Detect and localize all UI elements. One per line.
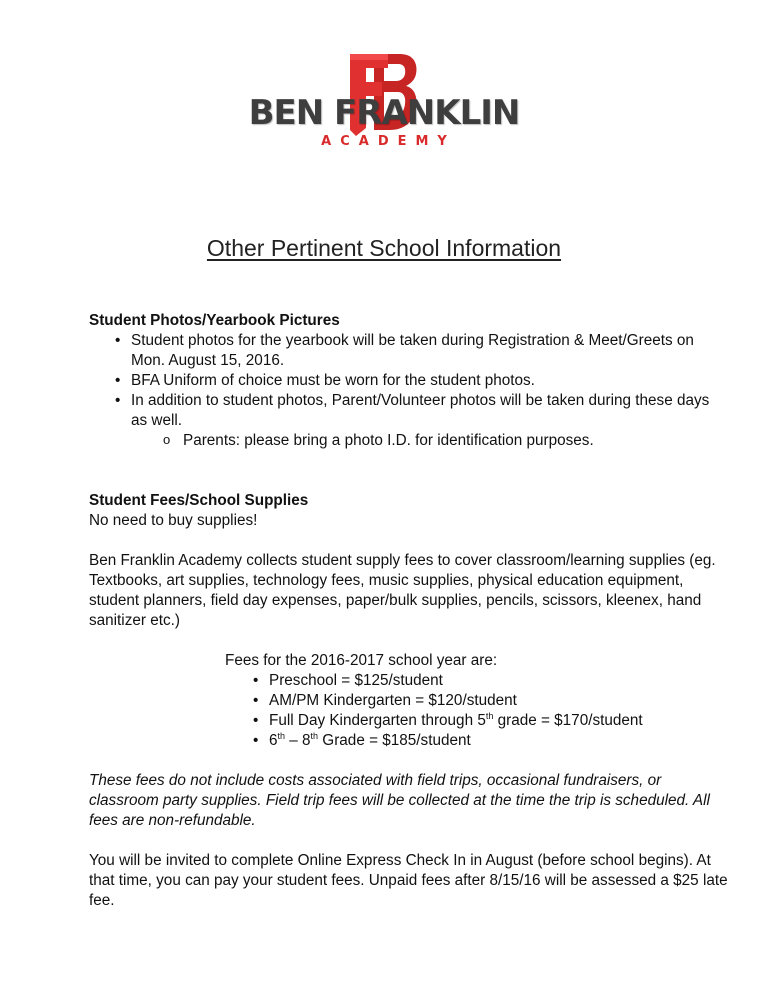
list-item: • Student photos for the yearbook will be taken during Registration & Meet/Greets on Mon. August 15, 2016. [89,331,729,371]
photos-heading: Student Photos/Yearbook Pictures [89,312,340,329]
fee-text: grade = $170/student [493,712,643,729]
fee-text: Full Day Kindergarten through 5 [269,712,486,729]
list-item [225,711,729,731]
page-title: Other Pertinent School Information [206,235,562,261]
document-body [89,311,729,911]
fee-sup: th [310,730,319,741]
fees-description: Ben Franklin Academy collects student supply fees to cover classroom/learning supplies (eg. Textbooks, art supplies, technology fees, music supplies, physical education equipment, student planners, field day expenses, paper/bulk supplies, pencils, scissors, kleenex, hand sanitizer etc.) [89,552,716,629]
checkin-text: You will be invited to complete Online Express Check In in August (before school begins). At that time, you can pay your student fees. Unpaid fees after 8/15/16 will be assessed a $25 late fee. [89,852,728,909]
fee-text: – 8 [285,732,311,749]
fees-intro: Fees for the 2016-2017 school year are: [225,652,498,669]
fee-sup: th [485,710,494,721]
fees-block [225,651,729,751]
list-item [225,731,729,751]
list-item-text: In addition to student photos, Parent/Volunteer photos will be taken during these days as well. [131,392,710,429]
fee-sup: th [277,730,286,741]
fees-note: These fees do not include costs associated with field trips, occasional fundraisers, or classroom party supplies. Field trip fees will be collected at the time the trip is scheduled. All fees are non-refundable. [89,772,710,829]
photos-sublist [131,431,729,451]
no-need-text: No need to buy supplies! [89,512,258,529]
photos-list [89,331,729,451]
sublist-item: o Parents: please bring a photo I.D. for identification purposes. [89,431,729,451]
fees-heading: Student Fees/School Supplies [89,492,309,509]
list-item [89,391,729,451]
list-item: • BFA Uniform of choice must be worn for the student photos. [89,371,729,391]
fee-text: 6 [269,732,278,749]
fee-text: Grade = $185/student [318,732,471,749]
list-item: • AM/PM Kindergarten = $120/student [225,691,729,711]
list-item: • Preschool = $125/student [225,671,729,691]
logo-name: BEN FRANKLIN [248,93,520,133]
logo-subtitle: ACADEMY [321,134,456,149]
fees-list [225,671,729,751]
